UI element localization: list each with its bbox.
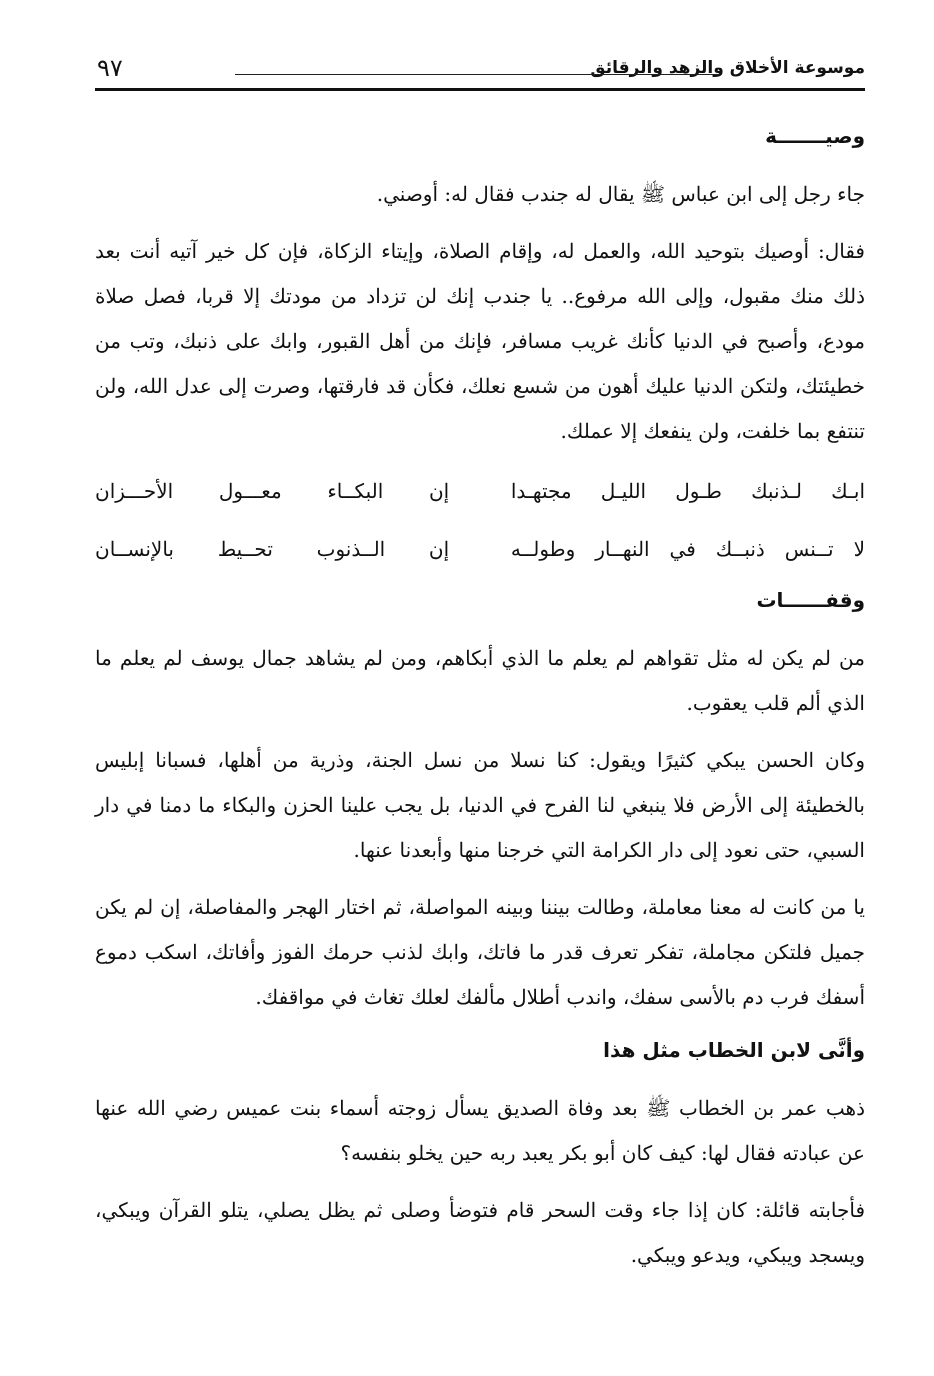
paragraph: فقال: أوصيك بتوحيد الله، والعمل له، وإقام الصلاة، وإيتاء الزكاة، فإن كل خير آتيه أنت بعد ذلك منك مقبول، وإلى الله مرفوع.. يا جندب إنك لن تزداد من مودتك إلا قربا، فصل صلاة مودع، وأصبح في الدنيا كأنك غريب مسافر، فإنك من أهل القبور، وابك على ذنبك، وتب من خطيئتك، ولتكن الدنيا عليك أهون من شسع نعلك، فكأن قد فارقتها، وصرت إلى عدل الله، ولن تنتفع بما خلفت، ولن ينفعك إلا عملك.	[95, 239, 865, 443]
poem-verse	[95, 466, 865, 516]
section-heading-pauses: وقفــــــات	[756, 588, 865, 612]
paragraph: وكان الحسن يبكي كثيرًا ويقول: كنا نسلا من نسل الجنة، وذرية من أهلها، فسبانا إبليس بالخطيئة إلى الأرض فلا ينبغي لنا الفرح في الدنيا، بل يجب علينا الحزن والبكاء ما دمنا في دار السبي، حتى نعود إلى دار الكرامة التي خرجنا منها وأبعدنا عنها.	[95, 748, 865, 862]
paragraph: ذهب عمر بن الخطاب ﷺ بعد وفاة الصديق يسأل زوجته أسماء بنت عميس رضي الله عنها عن عبادته فقال لها: كيف كان أبو بكر يعبد ربه حين يخلو بنفسه؟	[95, 1096, 865, 1165]
paragraph: فأجابته قائلة: كان إذا جاء وقت السحر قام فتوضأ وصلى ثم يظل يصلي، يتلو القرآن ويبكي، ويسجد ويبكي، ويدعو ويبكي.	[95, 1198, 865, 1267]
paragraph: من لم يكن له مثل تقواهم لم يعلم ما الذي أبكاهم، ومن لم يشاهد جمال يوسف لم يعلم ما الذي ألم قلب يعقوب.	[95, 646, 865, 715]
verse-first-half: لا تــنس ذنبــك في النهــار وطولــه	[510, 537, 865, 561]
verse-second-half: إن الــذنوب تحــيط بالإنســان	[95, 537, 450, 561]
page-number: ٩٧	[97, 54, 123, 82]
verse-second-half: إن البكــاء معـــول الأحـــزان	[95, 479, 450, 503]
verse-first-half: ابـك لـذنبك طـول الليـل مجتهـدا	[510, 479, 865, 503]
header-rule	[95, 88, 865, 91]
page-body	[95, 110, 865, 1290]
poem-verse	[95, 524, 865, 574]
header-divider	[235, 74, 720, 75]
running-title: موسوعة الأخلاق والزهد والرقائق	[590, 58, 865, 78]
page-header	[95, 52, 865, 92]
paragraph: يا من كانت له معنا معاملة، وطالت بيننا وبينه المواصلة، ثم اختار الهجر والمفاصلة، إن لم يكن جميل فلتكن مجاملة، تفكر تعرف قدر ما فاتك، وابك لذنب حرمك الفوز وأفاتك، اسكب دموع أسفك فرب دم بالأسى سفك، واندب أطلال مألفك لعلك تغاث في مواقفك.	[95, 895, 865, 1009]
section-heading-ibn-khattab: وأنَّى لابن الخطاب مثل هذا	[603, 1038, 865, 1062]
section-heading-advice: وصيـــــــة	[765, 124, 865, 148]
paragraph: جاء رجل إلى ابن عباس ﷺ يقال له جندب فقال له: أوصني.	[376, 182, 865, 206]
